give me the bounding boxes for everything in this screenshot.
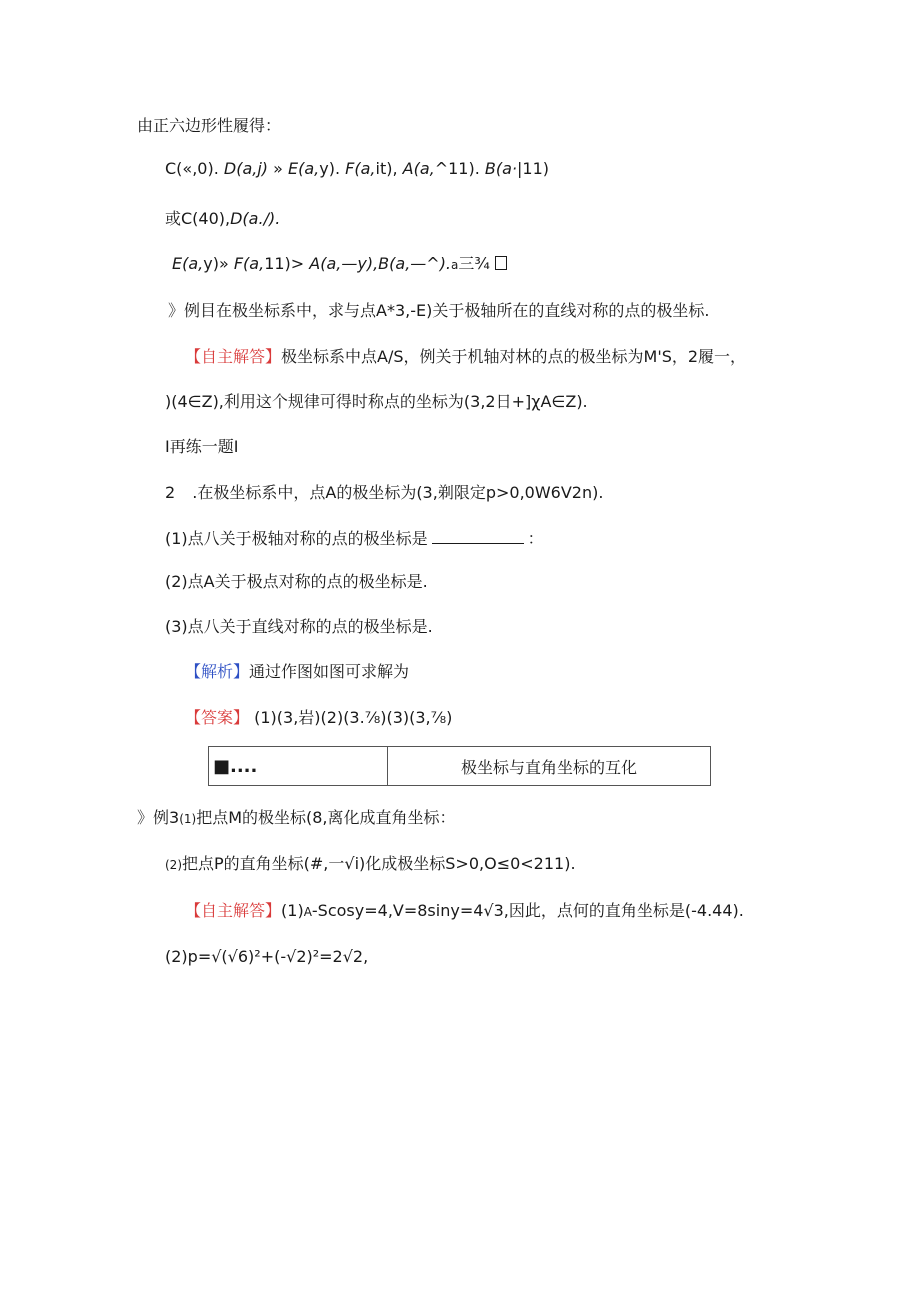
formula-part: A(a,—y),B(a,—^).: [309, 254, 452, 273]
analysis-tag: 【解析】: [185, 662, 250, 681]
sub-question-3: (3)点八关于直线对称的点的极坐标是.: [165, 617, 433, 636]
question-text: 把点P的直角坐标(#,一√i)化成极坐标S>0,O≤0<211).: [182, 854, 576, 873]
self-answer-line: [185, 900, 744, 923]
formula-part: 11)>: [264, 254, 305, 273]
formula-part: E(a,: [172, 254, 204, 273]
formula-part: y).: [319, 159, 341, 178]
answer-blank: [432, 527, 524, 544]
formula-part: a: [451, 258, 459, 272]
self-answer-tag: 【自主解答】: [185, 901, 282, 920]
formula-part: F(a,: [345, 159, 376, 178]
section-marker: ■....: [209, 747, 388, 785]
formula-part: A(a,: [402, 159, 435, 178]
question-text: .在极坐标系中，点A的极坐标为(3,剃限定p>0,0W6V2n).: [192, 483, 604, 502]
question-number: 2: [165, 483, 176, 502]
formula-part: 三¾: [458, 254, 490, 273]
punctuation: ：: [527, 529, 544, 548]
part-number: (2): [165, 858, 182, 872]
sub-question-1: [165, 527, 544, 550]
example-3-question: [137, 807, 456, 830]
formula-part: ^11).: [434, 159, 480, 178]
answer-text: (1)(3,岩)(2)(3.⅞)(3)(3,⅞): [254, 708, 453, 727]
formula-part: E(a,: [288, 159, 320, 178]
formula-part: D(a,j): [223, 159, 269, 178]
self-answer-line: [185, 346, 746, 368]
text-line: )(4∈Z),利用这个规律可得时称点的坐标为(3,2日+]χA∈Z).: [165, 392, 588, 411]
practice-question: [165, 482, 603, 504]
formula-part: y)»: [203, 254, 229, 273]
analysis-line: [185, 661, 409, 683]
formula-part: 11): [522, 159, 550, 178]
self-answer-text: -Scosy=4,V=8siny=4√3,因此，点何的直角坐标是(-4.44).: [311, 901, 744, 920]
formula-part: »: [273, 159, 283, 178]
self-answer-tag: 【自主解答】: [185, 347, 282, 366]
formula-part: /).: [263, 209, 281, 228]
section-title: 极坐标与直角坐标的互化: [460, 757, 637, 777]
practice-heading: I再练一题I: [165, 437, 239, 456]
example-2-question: 》例目在极坐标系中，求与点A*3,-E)关于极轴所在的直线对称的点的极坐标.: [168, 301, 710, 320]
symbol: A: [303, 905, 312, 919]
answer-line: [185, 707, 452, 729]
text-line: 由正六边形性履得：: [137, 116, 282, 135]
formula-part: it),: [375, 159, 398, 178]
answer-tag: 【答案】: [185, 708, 250, 727]
part-number: (1): [179, 812, 197, 826]
sub-question-2: (2)点A关于极点对称的点的极坐标是.: [165, 572, 428, 591]
self-answer-text: 极坐标系中点A/S，例关于机轴对林的点的极坐标为M'S，2履一，: [281, 347, 747, 366]
analysis-text: 通过作图如图可求解为: [249, 662, 410, 681]
formula-part: D(a.: [230, 209, 264, 228]
example-3-part-2: [165, 853, 576, 876]
part-number: (1): [281, 901, 304, 920]
formula-line: [165, 158, 549, 180]
formula-part: 或C(40),: [165, 209, 231, 228]
question-text: 把点M的极坐标(8,离化成直角坐标：: [196, 808, 456, 827]
box-glyph-icon: [495, 256, 507, 270]
formula-part: B(a·|: [484, 159, 523, 178]
formula-part: C(«,0).: [165, 159, 219, 178]
sub-question-text: (1)点八关于极轴对称的点的极坐标是: [165, 529, 428, 548]
section-header-bar: [208, 746, 711, 786]
solution-line: (2)p=√(√6)²+(-√2)²=2√2,: [165, 947, 369, 966]
formula-part: F(a,: [233, 254, 265, 273]
formula-line: [172, 253, 507, 276]
example-label: 》例3: [137, 808, 180, 827]
formula-line: [165, 208, 280, 230]
